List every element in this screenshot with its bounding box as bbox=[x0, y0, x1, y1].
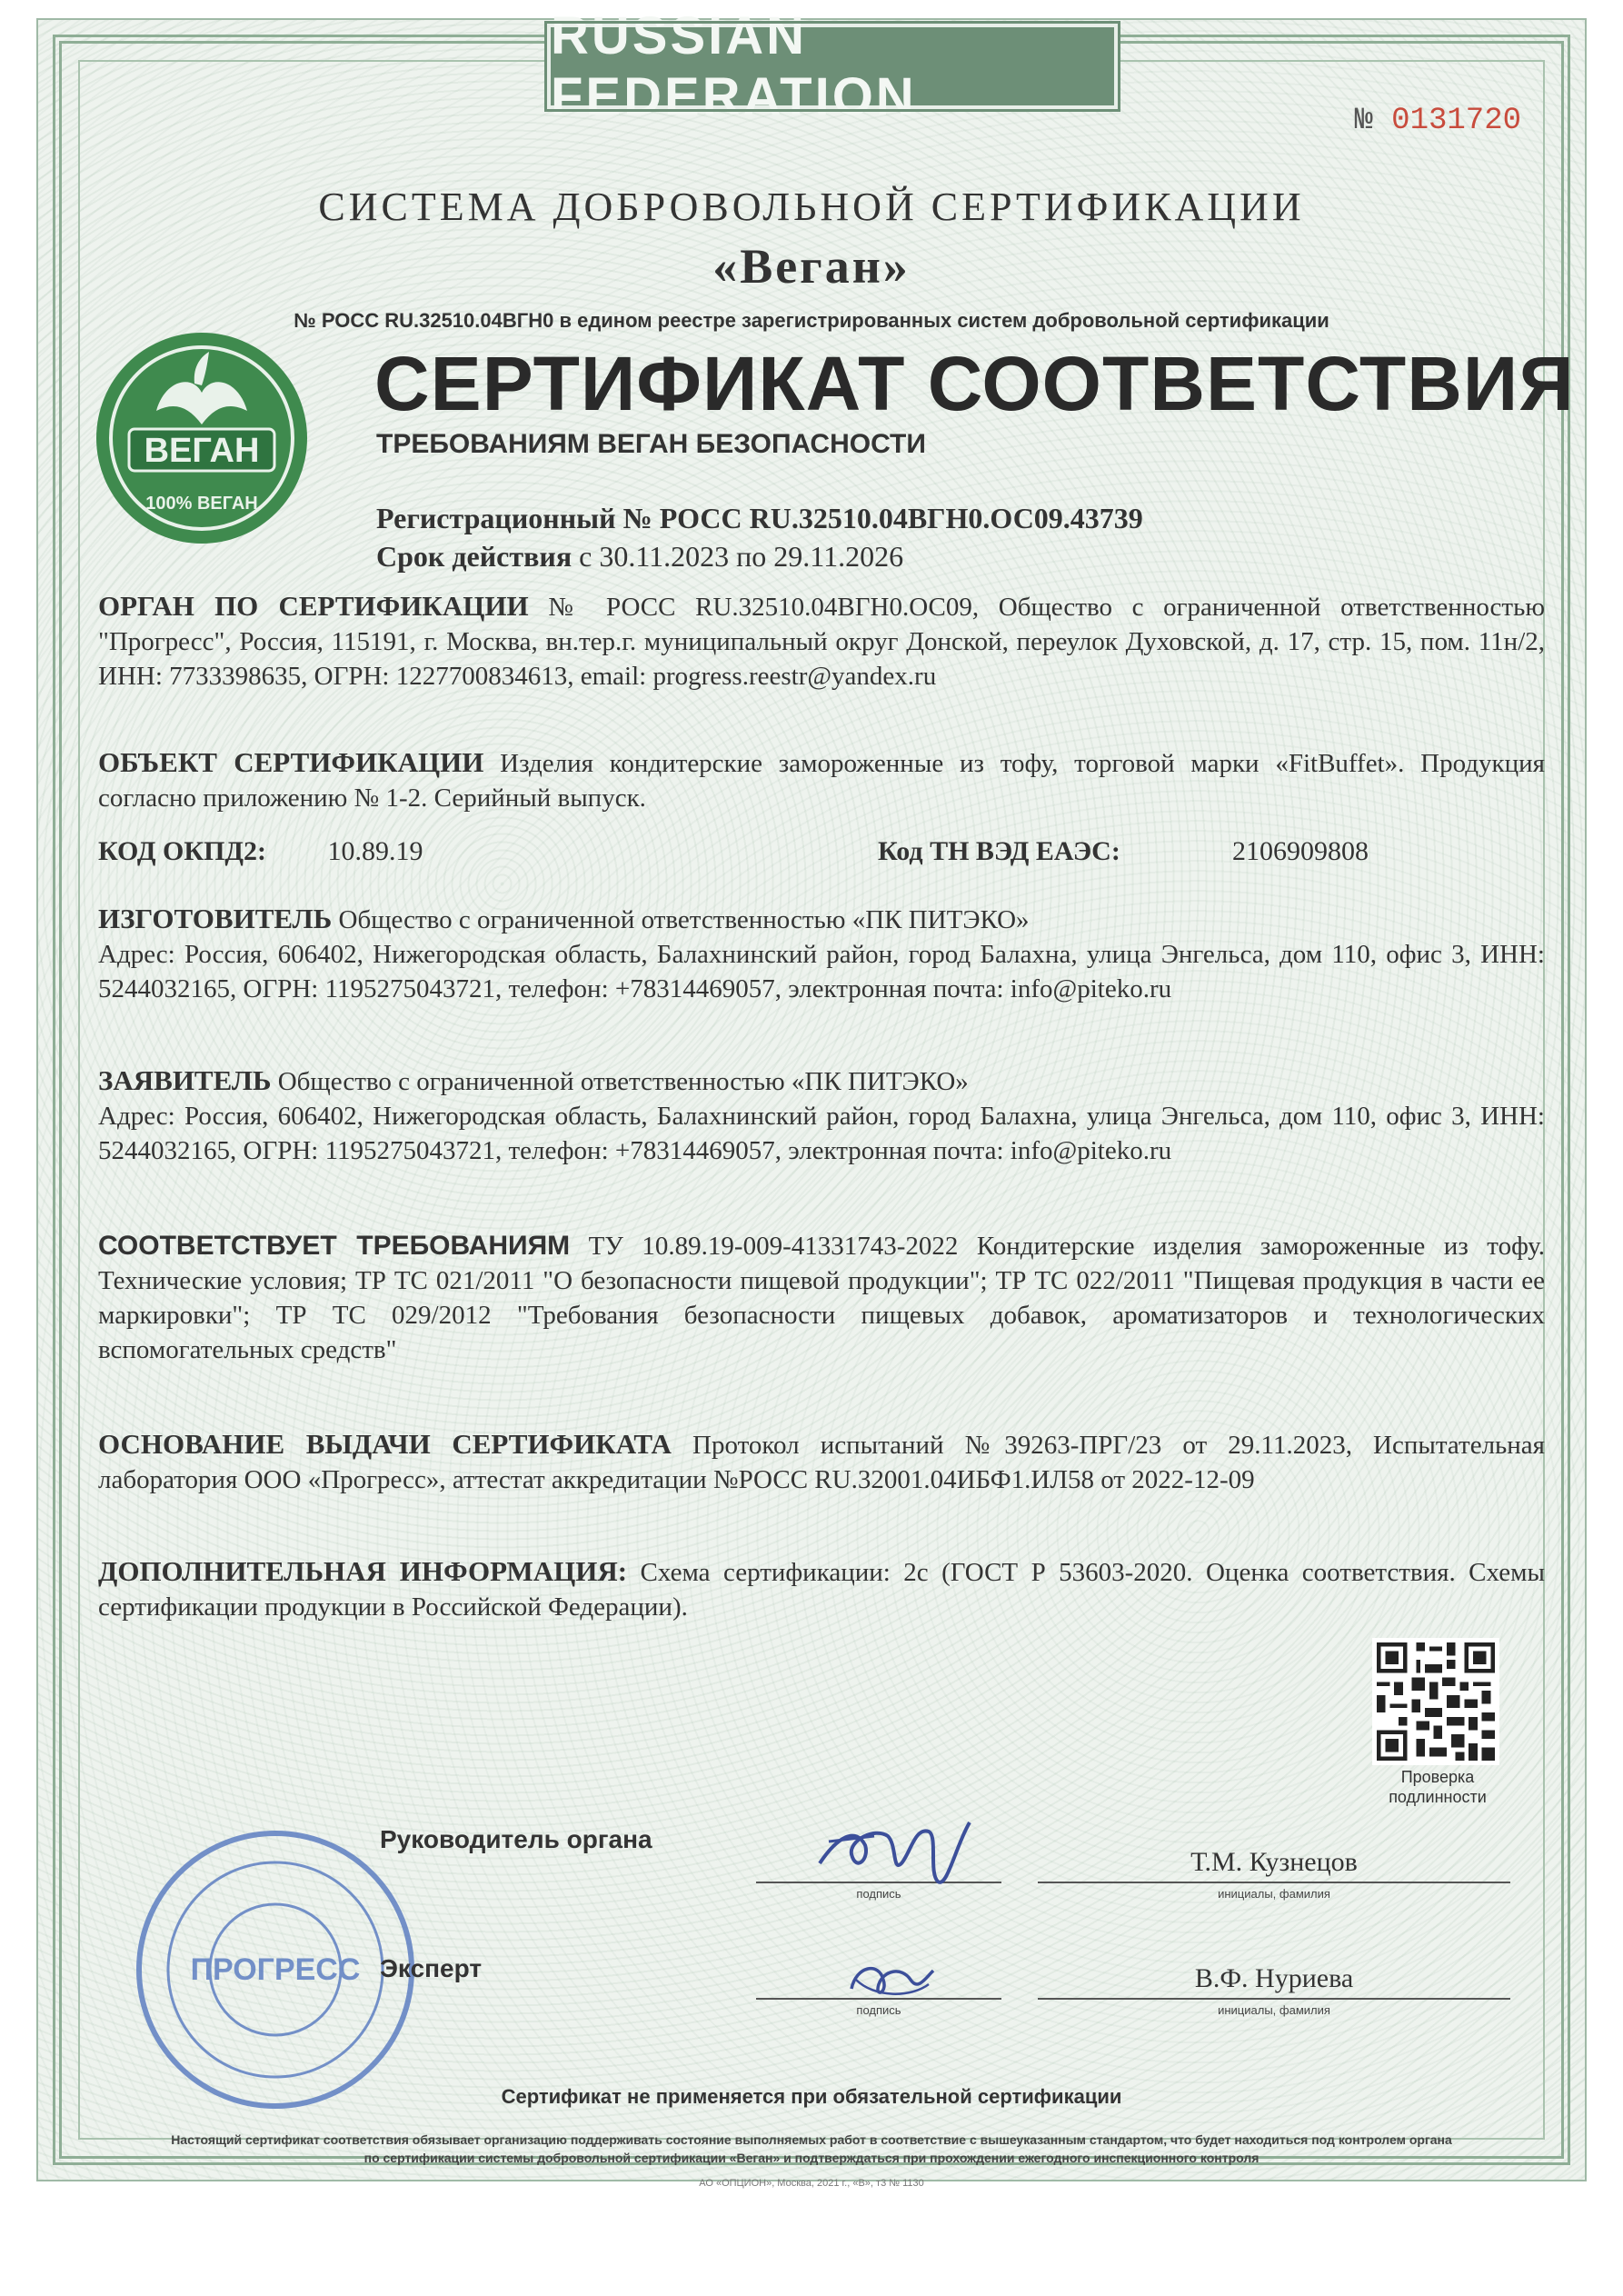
qr-caption: Проверка подлинности bbox=[1389, 1768, 1487, 1806]
applicant-section bbox=[98, 1063, 1545, 1168]
head-name: Т.М. Кузнецов bbox=[1190, 1847, 1358, 1877]
head-signature-caption: подпись bbox=[856, 1887, 901, 1901]
head-name-line bbox=[1038, 1882, 1510, 1883]
applicant-heading: ЗАЯВИТЕЛЬ bbox=[98, 1064, 272, 1096]
certification-object-heading: ОБЪЕКТ СЕРТИФИКАЦИИ bbox=[98, 746, 484, 778]
registration-number bbox=[376, 502, 1143, 535]
registration-value: № РОСС RU.32510.04ВГН0.ОС09.43739 bbox=[622, 502, 1143, 534]
head-signature-icon bbox=[802, 1809, 983, 1896]
applicant-address: Адрес: Россия, 606402, Нижегородская область, Балахнинский район, город Балахна, улица Энгельса, дом 110, офис 3, ИНН: 5244032165, ОГРН: 1195275043721, телефон: +78314469057, электронная почта: info@piteko.ru bbox=[98, 1102, 1545, 1165]
expert-name-caption: инициалы, фамилия bbox=[1218, 2003, 1330, 2017]
additional-info-heading: ДОПОЛНИТЕЛЬНАЯ ИНФОРМАЦИЯ: bbox=[98, 1555, 628, 1587]
expert-name-line bbox=[1038, 1998, 1510, 2000]
certificate-subtitle: ТРЕБОВАНИЯМ ВЕГАН БЕЗОПАСНОСТИ bbox=[376, 429, 926, 459]
certification-object-text: Изделия кондитерские замороженные из тофу, торговой марки «FitBuffet». Продукция согласно приложению № 1-2. Серийный выпуск. bbox=[98, 749, 1545, 813]
tnved-label: Код ТН ВЭД ЕАЭС: bbox=[878, 836, 1120, 866]
certificate-title: СЕРТИФИКАТ СООТВЕТСТВИЯ bbox=[374, 341, 1575, 426]
okpd-label: КОД ОКПД2: bbox=[98, 836, 267, 866]
vegan-logo-icon bbox=[93, 329, 311, 547]
additional-info-text: Схема сертификации: 2с (ГОСТ Р 53603-2020. Оценка соответствия. Схемы сертификации продукции в Российской Федерации). bbox=[98, 1558, 1545, 1622]
issuance-basis-heading: ОСНОВАНИЕ ВЫДАЧИ СЕРТИФИКАТА bbox=[98, 1428, 672, 1460]
voluntary-notice: Сертификат не применяется при обязательной сертификации bbox=[501, 2085, 1122, 2108]
certification-body-heading: ОРГАН ПО СЕРТИФИКАЦИИ bbox=[98, 590, 529, 622]
requirements-text: ТУ 10.89.19-009-41331743-2022 Кондитерские изделия замороженные из тофу. Технические условия; ТР ТС 021/2011 "О безопасности пищевой продукции"; ТР ТС 022/2011 "Пищевая продукция в части ее маркировки"; ТР ТС 029/2012 "Требования безопасности пищевых добавок, ароматизаторов и технологических вспомогательных средств" bbox=[98, 1232, 1545, 1364]
validity-dates: с 30.11.2023 по 29.11.2026 bbox=[572, 540, 904, 573]
svg-text:100% ВЕГАН: 100% ВЕГАН bbox=[145, 494, 258, 514]
certification-object-section bbox=[98, 745, 1545, 815]
expert-label: Эксперт bbox=[380, 1954, 483, 1982]
printer-imprint: АО «ОПЦИОН», Москва, 2021 г., «В», т3 № 1130 bbox=[699, 2178, 924, 2189]
certificate-sheet bbox=[36, 6, 1587, 2189]
issuance-basis-section bbox=[98, 1427, 1545, 1497]
system-title: СИСТЕМА ДОБРОВОЛЬНОЙ СЕРТИФИКАЦИИ bbox=[318, 185, 1305, 229]
manufacturer-section bbox=[98, 902, 1545, 1006]
requirements-heading: СООТВЕТСТВУЕТ ТРЕБОВАНИЯМ bbox=[98, 1231, 571, 1261]
certification-body-section bbox=[98, 589, 1545, 694]
svg-text:ВЕГАН: ВЕГАН bbox=[144, 432, 260, 470]
verification-qr-code-icon[interactable] bbox=[1372, 1638, 1499, 1765]
certification-body-text: № РОСС RU.32510.04ВГН0.ОС09, Общество с ограниченной ответственностью "Прогресс", Россия, 115191, г. Москва, вн.тер.г. муниципальный округ Донской, переулок Духовской, д. 17, стр. 15, пом. 11н/2, ИНН: 7733398635, ОГРН: 1227700834613, email: progress.reestr@yandex.ru bbox=[98, 593, 1545, 691]
registry-line: № РОСС RU.32510.04ВГН0 в едином реестре зарегистрированных систем добровольной сертификации bbox=[294, 309, 1329, 332]
requirements-section bbox=[98, 1229, 1545, 1367]
head-name-caption: инициалы, фамилия bbox=[1218, 1887, 1330, 1901]
product-codes bbox=[98, 836, 1545, 867]
registration-label: Регистрационный bbox=[376, 502, 616, 534]
validity-label: Срок действия bbox=[376, 540, 573, 573]
expert-signature-icon bbox=[838, 1952, 947, 2007]
manufacturer-heading: ИЗГОТОВИТЕЛЬ bbox=[98, 903, 333, 934]
fine-print: Настоящий сертификат соответствия обязывает организацию поддерживать состояние выполняемых работ в соответствие с вышеуказанным стандартом, что будет находиться под контролем органа по сертификации системы добровольной сертификации «Веган» и подтверждаться при прохождении ежегодного инспекционного контроля bbox=[171, 2132, 1452, 2165]
additional-info-section bbox=[98, 1554, 1545, 1624]
expert-signature-caption: подпись bbox=[856, 2003, 901, 2017]
issuance-basis-text: Протокол испытаний №39263-ПРГ/23 от 29.11.2023, Испытательная лаборатория ООО «Прогресс», аттестат аккредитации №РОСС RU.32001.04ИБФ1.ИЛ58 от 2022-12-09 bbox=[98, 1431, 1545, 1494]
country-banner bbox=[547, 6, 1118, 126]
serial-prefix: № bbox=[1354, 104, 1373, 138]
tnved-value: 2106909808 bbox=[1232, 836, 1369, 866]
manufacturer-name: Общество с ограниченной ответственностью «ПК ПИТЭКО» bbox=[332, 905, 1030, 934]
svg-text:ПРОГРЕСС: ПРОГРЕСС bbox=[190, 1952, 361, 1987]
manufacturer-address: Адрес: Россия, 606402, Нижегородская область, Балахнинский район, город Балахна, улица Энгельса, дом 110, офис 3, ИНН: 5244032165, ОГРН: 1195275043721, телефон: +78314469057, электронная почта: info@piteko.ru bbox=[98, 940, 1545, 1003]
expert-name: В.Ф. Нуриева bbox=[1194, 1963, 1354, 1993]
head-of-body-label: Руководитель органа bbox=[380, 1825, 652, 1853]
banner-text: RUSSIAN FEDERATION bbox=[551, 6, 917, 126]
serial-number bbox=[1354, 104, 1521, 138]
okpd-value: 10.89.19 bbox=[327, 836, 423, 866]
system-name: «Веган» bbox=[712, 239, 911, 294]
serial-value: 0131720 bbox=[1391, 104, 1521, 138]
applicant-name: Общество с ограниченной ответственностью «ПК ПИТЭКО» bbox=[271, 1067, 969, 1096]
validity-period bbox=[376, 540, 903, 574]
